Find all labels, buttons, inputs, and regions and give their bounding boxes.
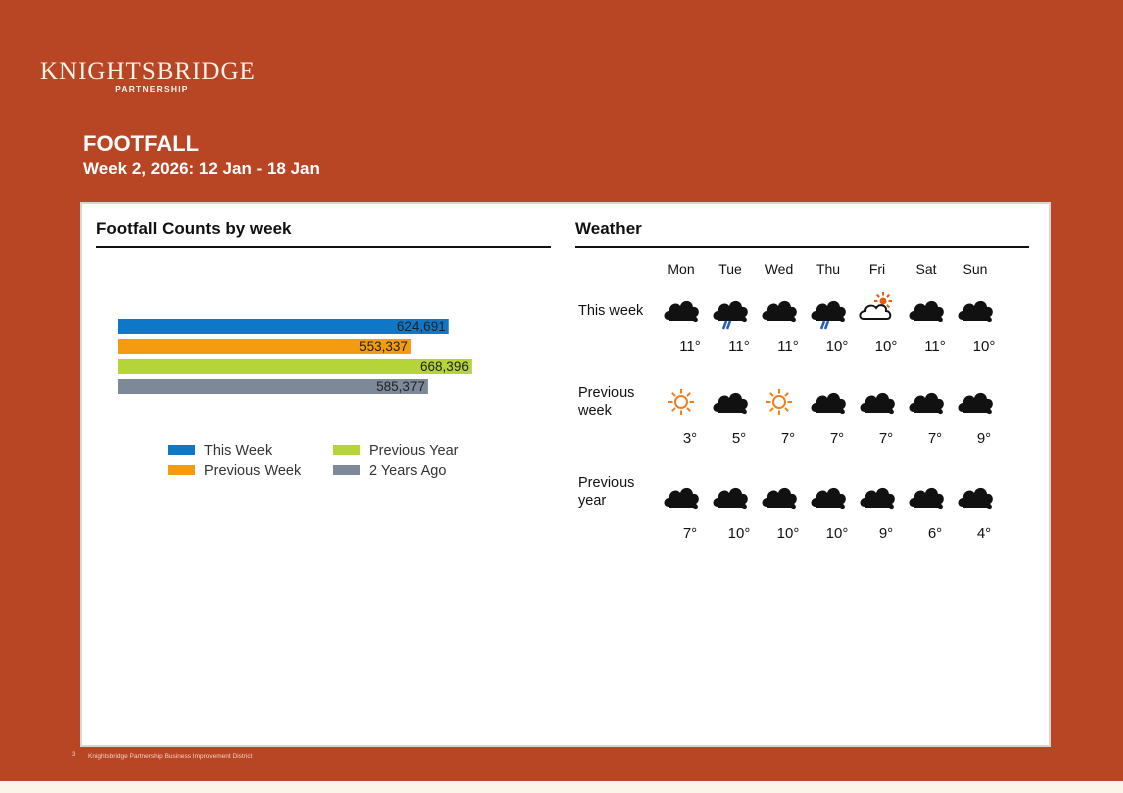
- bar-value-label: 553,337: [359, 339, 408, 354]
- cloud-icon: [906, 290, 946, 330]
- cloud-icon: [857, 382, 897, 422]
- weather-row-label: Previous year: [578, 475, 635, 509]
- cloud-icon: [759, 477, 799, 517]
- weather-temperature: 7°: [682, 525, 698, 542]
- cloud-icon: [710, 382, 750, 422]
- page-heading: [83, 131, 320, 180]
- weather-day-header: Wed: [764, 261, 794, 277]
- weather-temperature: 10°: [727, 525, 751, 542]
- logo-subtitle: PARTNERSHIP: [115, 84, 189, 94]
- cloud-icon: [955, 290, 995, 330]
- legend-label: Previous Week: [204, 463, 302, 479]
- weather-temperature: 7°: [878, 430, 894, 447]
- bottom-strip: [0, 781, 1123, 793]
- rain-cloud-icon: [808, 290, 848, 330]
- weather-temperature: 7°: [829, 430, 845, 447]
- sun-cloud-icon: [857, 290, 897, 330]
- legend-label: 2 Years Ago: [369, 463, 447, 479]
- weather-temperature: 6°: [927, 525, 943, 542]
- weather-temperature: 7°: [927, 430, 943, 447]
- legend-label: This Week: [204, 443, 273, 459]
- cloud-icon: [857, 477, 897, 517]
- weather-day-header: Sat: [915, 261, 937, 277]
- weather-temperature: 9°: [976, 430, 992, 447]
- weather-temperature: 5°: [731, 430, 747, 447]
- weather-temperature: 11°: [924, 338, 946, 355]
- bar-value-label: 668,396: [420, 359, 469, 374]
- cloud-icon: [955, 477, 995, 517]
- legend-swatch: [168, 465, 195, 475]
- weather-row-label: This week: [578, 303, 644, 319]
- weather-temperature: 10°: [825, 338, 849, 355]
- weather-temperature: 10°: [874, 338, 898, 355]
- cloud-icon: [808, 382, 848, 422]
- weather-day-header: Thu: [815, 261, 841, 277]
- bar-value-label: 585,377: [376, 379, 425, 394]
- weather-day-header: Mon: [667, 261, 695, 277]
- cloud-icon: [808, 477, 848, 517]
- bar-value-label: 624,691: [396, 319, 446, 334]
- weather-temperature: 4°: [976, 525, 992, 542]
- rain-cloud-icon: [710, 290, 750, 330]
- weather-day-header: Tue: [718, 261, 742, 277]
- cloud-icon: [906, 382, 946, 422]
- cloud-icon: [661, 477, 701, 517]
- weather-temperature: 10°: [972, 338, 996, 355]
- cloud-icon: [955, 382, 995, 422]
- weather-temperature: 11°: [679, 338, 701, 355]
- legend-swatch: [333, 445, 360, 455]
- page-title: FOOTFALL: [83, 131, 200, 156]
- weather-temperature: 7°: [780, 430, 796, 447]
- page-number: 3: [72, 752, 76, 758]
- weather-day-header: Fri: [868, 261, 886, 277]
- weather-temperature: 9°: [878, 525, 894, 542]
- chart-title: Footfall Counts by week: [96, 219, 292, 238]
- page-subtitle: Week 2, 2026: 12 Jan - 18 Jan: [83, 159, 320, 178]
- weather-temperature: 11°: [777, 338, 799, 355]
- legend-label: Previous Year: [369, 443, 459, 459]
- weather-title-rule: [575, 246, 1029, 248]
- chart-title-rule: [96, 246, 551, 248]
- weather-temperature: 10°: [776, 525, 800, 542]
- weather-temperature: 11°: [728, 338, 750, 355]
- cloud-icon: [661, 290, 701, 330]
- sun-icon: [661, 382, 701, 422]
- weather-row-label: Previous week: [578, 385, 635, 419]
- footer-text: Knightsbridge Partnership Business Improvement District: [88, 753, 253, 760]
- legend-swatch: [168, 445, 195, 455]
- weather-day-header: Sun: [962, 261, 988, 277]
- bar-previous-year: [118, 359, 472, 374]
- cloud-icon: [906, 477, 946, 517]
- cloud-icon: [710, 477, 750, 517]
- footfall-bar-chart: [96, 256, 551, 496]
- logo-wordmark: KNIGHTSBRIDGE: [40, 58, 256, 85]
- knightsbridge-logo: [40, 58, 256, 94]
- cloud-icon: [759, 290, 799, 330]
- weather-title: Weather: [575, 219, 642, 238]
- sun-icon: [759, 382, 799, 422]
- legend-swatch: [333, 465, 360, 475]
- weather-temperature: 3°: [682, 430, 698, 447]
- weather-temperature: 10°: [825, 525, 849, 542]
